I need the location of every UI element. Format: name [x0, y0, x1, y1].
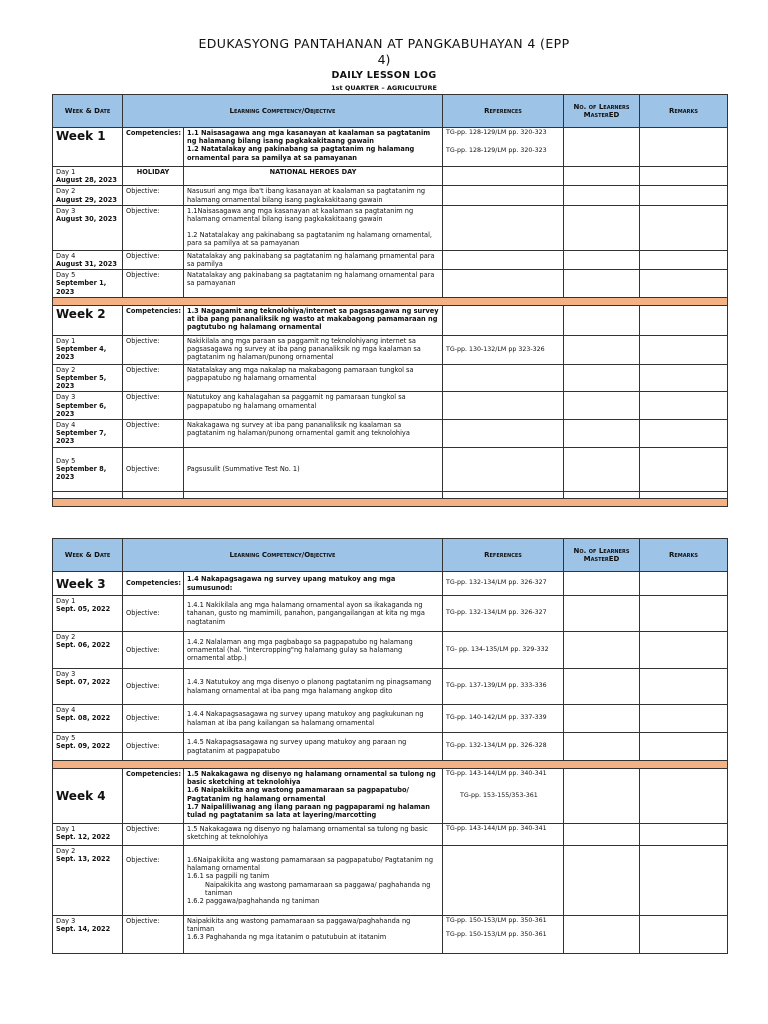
week-row	[53, 572, 728, 596]
reference-cell	[443, 447, 564, 491]
date-label: Sept. 06, 2022	[56, 641, 111, 650]
objective-label: Objective:	[123, 270, 184, 298]
day-label: Day 4	[56, 706, 76, 714]
learners-cell	[564, 596, 640, 632]
table-row	[53, 632, 728, 669]
learners-cell	[564, 250, 640, 269]
day-label: Day 4	[56, 421, 76, 430]
reference-text: TG-pp. 150-153/LM pp. 350-361	[446, 917, 547, 924]
remarks-cell	[640, 186, 728, 205]
day-cell	[53, 364, 123, 392]
competency-item: 1.6 Naipakikita ang wastong pamamaraan sa pagpapatubo/ Pagtatanim ng halamang ornamental	[187, 786, 409, 803]
remarks-cell	[640, 846, 728, 916]
objective-label: Objective:	[123, 733, 184, 761]
reference-cell	[443, 250, 564, 269]
day-cell	[53, 270, 123, 298]
day-label: Day 5	[56, 271, 76, 280]
reference-cell	[443, 420, 564, 448]
learners-cell	[564, 420, 640, 448]
objective-text: Nasusuri ang mga iba't ibang kasanayan at kaalaman sa pagtatanim ng halamang ornamental bilang isang pagkakakitaang gawain	[184, 186, 443, 205]
lesson-log-table-1	[52, 94, 728, 507]
learners-cell	[564, 705, 640, 733]
remarks-cell	[640, 705, 728, 733]
day-cell	[53, 335, 123, 364]
remarks-cell	[640, 669, 728, 705]
objective-text-part: 1.1Naisasagawa ang mga kasanayan at kaalaman sa pagtatanim ng halamang ornamental bilang isang pagkakakitaang gawain	[187, 206, 414, 224]
header-learners: No. of Learners MasterED	[564, 539, 640, 572]
header-references: References	[443, 95, 564, 128]
learners-cell	[564, 392, 640, 420]
objective-text: 1.4.2 Nalalaman ang mga pagbabago sa pagpapatubo ng halamang ornamental (hal. "intercropping"ng halamang gulay sa halamang ornamental atbp.)	[184, 632, 443, 669]
objective-label: Objective:	[123, 596, 184, 632]
empty-cell	[564, 491, 640, 498]
reference-text: TG- pp. 134-135/LM pp. 329-332	[443, 632, 564, 669]
day-label: Day 1	[56, 597, 76, 605]
objective-text: NATIONAL HEROES DAY	[184, 167, 443, 186]
objective-subitem: 1.6.3 Paghahanda ng mga itatanim o patutubuin at itatanim	[187, 933, 387, 942]
day-label: Day 1	[56, 825, 76, 833]
table-row	[53, 186, 728, 205]
table-row	[53, 420, 728, 448]
week-label: Week 4	[53, 769, 123, 824]
learners-cell	[564, 669, 640, 705]
day-cell	[53, 916, 123, 954]
header-week-date: Week & Date	[53, 95, 123, 128]
date-label: August 30, 2023	[56, 215, 117, 224]
reference-text: TG-pp. 150-153/LM pp. 350-361	[446, 931, 547, 939]
reference-text: TG-pp. 128-129/LM pp. 320-323	[446, 129, 547, 136]
competency-item: 1.5 Nakakagawa ng disenyo ng halamang ornamental sa tulong ng basic sketching at teknolohiya	[187, 770, 436, 787]
day-label: Day 2	[56, 633, 76, 641]
table-row	[53, 364, 728, 392]
objective-text: 1.4.1 Nakikilala ang mga halamang ornamental ayon sa ikakaganda ng tahanan, gusto ng mamimili, panahon, pangangailangan at kita ng mga nagtatanim	[184, 596, 443, 632]
remarks-cell	[640, 364, 728, 392]
reference-cell	[443, 392, 564, 420]
day-cell	[53, 186, 123, 205]
empty-cell	[184, 491, 443, 498]
objective-label: Objective:	[123, 669, 184, 705]
reference-text: TG-pp. 143-144/LM pp. 340-341	[446, 770, 547, 777]
day-cell	[53, 632, 123, 669]
table-row	[53, 705, 728, 733]
week-label: Week 2	[53, 305, 123, 335]
objective-label: Objective:	[123, 705, 184, 733]
remarks-cell	[640, 335, 728, 364]
remarks-cell	[640, 769, 728, 824]
competencies-label: Competencies:	[123, 769, 184, 824]
objective-text: Natatalakay ang mga nakalap na makabagong pamaraan tungkol sa pagpapatubo ng halamang ornamental	[184, 364, 443, 392]
table-row	[53, 596, 728, 632]
reference-text: TG-pp. 153-155/353-361	[460, 792, 538, 800]
empty-cell	[53, 491, 123, 498]
learners-cell	[564, 916, 640, 954]
objective-text: Pagsusulit (Summative Test No. 1)	[184, 447, 443, 491]
objective-label: Objective:	[123, 335, 184, 364]
table-row	[53, 392, 728, 420]
day-label: Day 3	[56, 206, 76, 215]
learners-cell	[564, 128, 640, 167]
remarks-cell	[640, 392, 728, 420]
table-row	[53, 270, 728, 298]
separator-cell	[53, 297, 728, 305]
objective-text	[184, 205, 443, 250]
header-competency: Learning Competency/Objective	[123, 539, 443, 572]
lesson-log-table-2	[52, 538, 728, 954]
day-label: Day 3	[56, 917, 76, 925]
table-row	[53, 250, 728, 269]
week-separator	[53, 498, 728, 506]
competency-item: 1.1 Naisasagawa ang mga kasanayan at kaalaman sa pagtatanim ng halamang bilang isang pagkakakitaang gawain	[187, 129, 431, 146]
objective-text: 1.4.3 Natutukoy ang mga disenyo o planong pagtatanim ng pinagsamang halamang ornamental at iba pang mga halamang angkop dito	[184, 669, 443, 705]
date-label: Sept. 05, 2022	[56, 605, 111, 614]
remarks-cell	[640, 128, 728, 167]
day-label: Day 2	[56, 187, 76, 196]
separator-cell	[53, 498, 728, 506]
reference-text: TG-pp. 140-142/LM pp. 337-339	[443, 705, 564, 733]
day-cell	[53, 596, 123, 632]
objective-label: Objective:	[123, 205, 184, 250]
reference-cell	[443, 769, 564, 824]
day-label: Day 5	[56, 456, 76, 465]
date-label: September 1, 2023	[56, 279, 107, 296]
table-row	[53, 669, 728, 705]
learners-cell	[564, 733, 640, 761]
week-row	[53, 128, 728, 167]
day-label: Day 2	[56, 847, 76, 855]
day-cell	[53, 846, 123, 916]
objective-text: Natutukoy ang kahalagahan sa paggamit ng pamaraan tungkol sa pagpapatubo ng halamang ornamental	[184, 392, 443, 420]
table-row	[53, 167, 728, 186]
week-separator	[53, 761, 728, 769]
learners-cell	[564, 632, 640, 669]
learners-cell	[564, 824, 640, 846]
day-cell	[53, 420, 123, 448]
reference-cell	[443, 364, 564, 392]
remarks-cell	[640, 305, 728, 335]
objective-text: Natatalakay ang pakinabang sa pagtatanim ng halamang prnamental para sa pamilya	[184, 250, 443, 269]
reference-cell	[443, 205, 564, 250]
header-competency: Learning Competency/Objective	[123, 95, 443, 128]
header-remarks: Remarks	[640, 95, 728, 128]
learners-cell	[564, 167, 640, 186]
day-cell	[53, 167, 123, 186]
table-row	[53, 491, 728, 498]
reference-text: TG-pp. 143-144/LM pp. 340-341	[443, 824, 564, 846]
table-row	[53, 205, 728, 250]
quarter-label: 1st QUARTER – AGRICULTURE	[331, 84, 437, 92]
reference-cell	[443, 167, 564, 186]
day-cell	[53, 205, 123, 250]
objective-subitem: 1.6.2 paggawa/paghahanda ng taniman	[187, 897, 320, 906]
competency-text	[184, 769, 443, 824]
table-row	[53, 846, 728, 916]
day-label: Day 5	[56, 734, 76, 742]
header-remarks: Remarks	[640, 539, 728, 572]
empty-cell	[443, 491, 564, 498]
objective-label: Objective:	[123, 447, 184, 491]
empty-cell	[123, 491, 184, 498]
reference-cell	[443, 916, 564, 954]
date-label: Sept. 12, 2022	[56, 833, 111, 842]
remarks-cell	[640, 824, 728, 846]
reference-cell	[443, 186, 564, 205]
header-learners: No. of Learners MasterED	[564, 95, 640, 128]
date-label: September 5, 2023	[56, 374, 107, 391]
objective-text	[184, 846, 443, 916]
reference-cell	[443, 846, 564, 916]
objective-label: Objective:	[123, 824, 184, 846]
learners-cell	[564, 305, 640, 335]
day-cell	[53, 447, 123, 491]
objective-text	[184, 916, 443, 954]
table-header-row	[53, 95, 728, 128]
objective-text-part: 1.6Naipakikita ang wastong pamamaraan sa pagpapatubo/ Pagtatanim ng halamang ornamental	[187, 856, 434, 873]
objective-label: Objective:	[123, 392, 184, 420]
week-row	[53, 305, 728, 335]
reference-text: TG-pp. 132-134/LM pp. 326-327	[443, 596, 564, 632]
objective-label: HOLIDAY	[123, 167, 184, 186]
date-label: September 7, 2023	[56, 429, 107, 446]
remarks-cell	[640, 420, 728, 448]
reference-cell	[443, 305, 564, 335]
table-row	[53, 733, 728, 761]
objective-text: 1.4.4 Nakapagsasagawa ng survey upang matukoy ang pagkukunan ng halaman at iba pang kailangan sa halamang ornamental	[184, 705, 443, 733]
objective-subitem: 1.6.1 sa pagpili ng tanim	[187, 872, 270, 881]
reference-text: TG-pp. 132-134/LM pp. 326-328	[443, 733, 564, 761]
week-label: Week 3	[53, 572, 123, 596]
remarks-cell	[640, 205, 728, 250]
day-label: Day 3	[56, 393, 76, 402]
remarks-cell	[640, 270, 728, 298]
objective-label: Objective:	[123, 250, 184, 269]
date-label: September 8, 2023	[56, 465, 107, 482]
table-row	[53, 335, 728, 364]
date-label: August 28, 2023	[56, 176, 117, 185]
date-label: Sept. 07, 2022	[56, 678, 111, 687]
date-label: Sept. 14, 2022	[56, 925, 111, 934]
table-header-row	[53, 539, 728, 572]
header-references: References	[443, 539, 564, 572]
table-row	[53, 447, 728, 491]
day-cell	[53, 733, 123, 761]
competency-item: 1.2 Natatalakay ang pakinabang sa pagtatanim ng halamang ornamental para sa pamilya at sa pamayanan	[187, 145, 415, 162]
table-row	[53, 916, 728, 954]
objective-text-part: Naipakikita ang wastong pamamaraan sa paggawa/paghahanda ng taniman	[187, 917, 411, 934]
objective-label: Objective:	[123, 916, 184, 954]
reference-cell	[443, 128, 564, 167]
date-label: September 4, 2023	[56, 345, 107, 362]
objective-label: Objective:	[123, 632, 184, 669]
objective-text: Natatalakay ang pakinabang sa pagtatanim ng halamang ornamental para sa pamayanan	[184, 270, 443, 298]
day-label: Day 2	[56, 365, 76, 374]
day-cell	[53, 705, 123, 733]
objective-text-part: 1.2 Natatalakay ang pakinabang sa pagtatanim ng halamang ornamental, para sa pamilya at sa pamayanan	[187, 231, 433, 248]
day-label: Day 4	[56, 251, 76, 260]
empty-cell	[640, 491, 728, 498]
remarks-cell	[640, 916, 728, 954]
separator-cell	[53, 761, 728, 769]
date-label: August 29, 2023	[56, 195, 117, 204]
day-cell	[53, 392, 123, 420]
learners-cell	[564, 270, 640, 298]
day-label: Day 1	[56, 168, 76, 176]
objective-text: Nakakagawa ng survey at iba pang pananaliksik ng kaalaman sa pagtatanim ng halaman/punong ornamental gamit ang teknolohiya	[184, 420, 443, 448]
objective-label: Objective:	[123, 364, 184, 392]
learners-cell	[564, 769, 640, 824]
objective-subitem: Naipakikita ang wastong pamamaraan sa paggawa/ paghahanda ng taniman	[205, 880, 431, 897]
reference-text: TG-pp. 132-134/LM pp. 326-327	[443, 572, 564, 596]
objective-label: Objective:	[123, 420, 184, 448]
document-title-line2: 4)	[377, 52, 391, 67]
document-subtitle: DAILY LESSON LOG	[331, 70, 437, 81]
remarks-cell	[640, 447, 728, 491]
objective-text: 1.4.5 Nakapagsasagawa ng survey upang matukoy ang paraan ng pagtatanim at pagpapatubo	[184, 733, 443, 761]
document-title-line1: EDUKASYONG PANTAHANAN AT PANGKABUHAYAN 4 (EPP	[198, 36, 570, 51]
competencies-label: Competencies:	[123, 305, 184, 335]
remarks-cell	[640, 632, 728, 669]
learners-cell	[564, 447, 640, 491]
week-separator	[53, 297, 728, 305]
date-label: Sept. 13, 2022	[56, 855, 111, 864]
competency-text	[184, 128, 443, 167]
table-row	[53, 824, 728, 846]
remarks-cell	[640, 596, 728, 632]
learners-cell	[564, 846, 640, 916]
competency-text: 1.4 Nakapagsagawa ng survey upang matukoy ang mga sumusunod:	[184, 572, 443, 596]
learners-cell	[564, 572, 640, 596]
learners-cell	[564, 335, 640, 364]
objective-text: Nakikilala ang mga paraan sa paggamit ng teknolohiyang internet sa pagsasagawa ng survey at iba pang pananaliksik ng mga kaalaman sa pagtatanim ng halaman/punong ornamental	[184, 335, 443, 364]
remarks-cell	[640, 250, 728, 269]
reference-cell	[443, 270, 564, 298]
date-label: Sept. 09, 2022	[56, 742, 111, 751]
reference-text: TG-pp. 130-132/LM pp 323-326	[443, 335, 564, 364]
objective-label: Objective:	[123, 846, 184, 916]
day-cell	[53, 669, 123, 705]
competencies-label: Competencies:	[123, 128, 184, 167]
reference-text: TG-pp. 128-129/LM pp. 320-323	[446, 147, 547, 155]
week-row	[53, 769, 728, 824]
competency-text: 1.3 Nagagamit ang teknolohiya/internet sa pagsasagawa ng survey at iba pang pananaliksik ng wasto at makabagong pamamaraan ng pagtutubo ng halamang ornamental	[184, 305, 443, 335]
learners-cell	[564, 205, 640, 250]
date-label: Sept. 08, 2022	[56, 714, 111, 723]
remarks-cell	[640, 572, 728, 596]
date-label: August 31, 2023	[56, 260, 117, 269]
week-label: Week 1	[53, 128, 123, 167]
day-label: Day 1	[56, 336, 76, 345]
objective-text: 1.5 Nakakagawa ng disenyo ng halamang ornamental sa tulong ng basic sketching at teknolohiya	[184, 824, 443, 846]
competencies-label: Competencies:	[123, 572, 184, 596]
reference-text: TG-pp. 137-139/LM pp. 333-336	[443, 669, 564, 705]
date-label: September 6, 2023	[56, 401, 107, 418]
day-label: Day 3	[56, 670, 76, 678]
remarks-cell	[640, 733, 728, 761]
day-cell	[53, 250, 123, 269]
day-cell	[53, 824, 123, 846]
objective-label: Objective:	[123, 186, 184, 205]
header-week-date: Week & Date	[53, 539, 123, 572]
learners-cell	[564, 186, 640, 205]
remarks-cell	[640, 167, 728, 186]
competency-item: 1.7 Naipaliliwanag ang ilang paraan ng pagpaparami ng halaman tulad ng pagtatanim sa lata at layering/marcotting	[187, 802, 430, 820]
learners-cell	[564, 364, 640, 392]
